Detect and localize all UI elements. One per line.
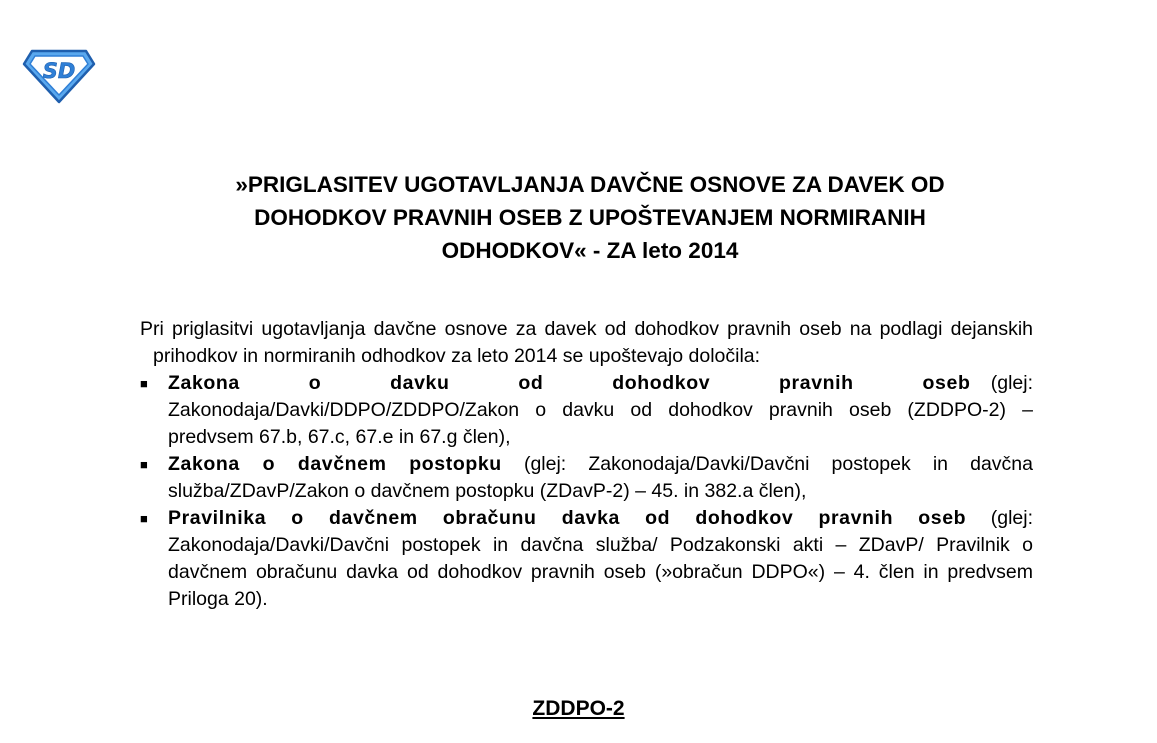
item-text: (glej: Zakonodaja/Davki/DDPO/ZDDPO/Zakon o davku od dohodkov pravnih oseb (ZDDPO-2) – predvsem 67.b, 67.c, 67.e in 67.g člen), (168, 372, 1034, 448)
document-body (140, 316, 1033, 613)
item-text: (glej: Zakonodaja/Davki/Davčni postopek in davčna služba/ Podzakonski akti – ZDavP/ Pravilnik o davčnem obračunu davka od dohodkov pravnih oseb (»obračun DDPO«) – 4. člen in predvsem Priloga 20). (168, 507, 1034, 610)
list-item (140, 370, 1033, 451)
title-line-2: DOHODKOV PRAVNIH OSEB Z UPOŠTEVANJEM NORMIRANIH (254, 205, 926, 230)
item-law-name: Zakona o davku od dohodkov pravnih oseb (168, 372, 971, 394)
logo-text: SD (42, 59, 76, 83)
list-item (140, 505, 1033, 613)
bullet-square-icon: ■ (140, 511, 148, 526)
item-law-name: Zakona o davčnem postopku (168, 453, 502, 475)
bullet-square-icon: ■ (140, 376, 148, 391)
item-text: (glej: Zakonodaja/Davki/Davčni postopek in davčna služba/ZDavP/Zakon o davčnem postopku (ZDavP-2) – 45. in 382.a člen), (168, 453, 1033, 502)
item-law-name: Pravilnika o davčnem obračunu davka od dohodkov pravnih oseb (168, 507, 967, 529)
intro-paragraph (140, 316, 1033, 370)
title-line-1: »PRIGLASITEV UGOTAVLJANJA DAVČNE OSNOVE ZA DAVEK OD (235, 172, 945, 197)
sd-logo (22, 48, 96, 104)
title-line-3: ODHODKOV« - ZA leto 2014 (441, 238, 739, 263)
intro-line-3: določila: (688, 345, 761, 367)
intro-line-2: podlagi dejanskih prihodkov in normiranih odhodkov za leto 2014 se upoštevajo (153, 318, 1034, 367)
legislation-list (140, 370, 1033, 613)
list-item (140, 451, 1033, 505)
bullet-square-icon: ■ (140, 457, 148, 472)
page-title (130, 168, 1050, 267)
sd-shield-icon (22, 48, 96, 104)
section-heading: ZDDPO-2 (532, 697, 625, 720)
intro-line-1: Pri priglasitvi ugotavljanja davčne osnove za davek od dohodkov pravnih oseb na (140, 318, 880, 340)
